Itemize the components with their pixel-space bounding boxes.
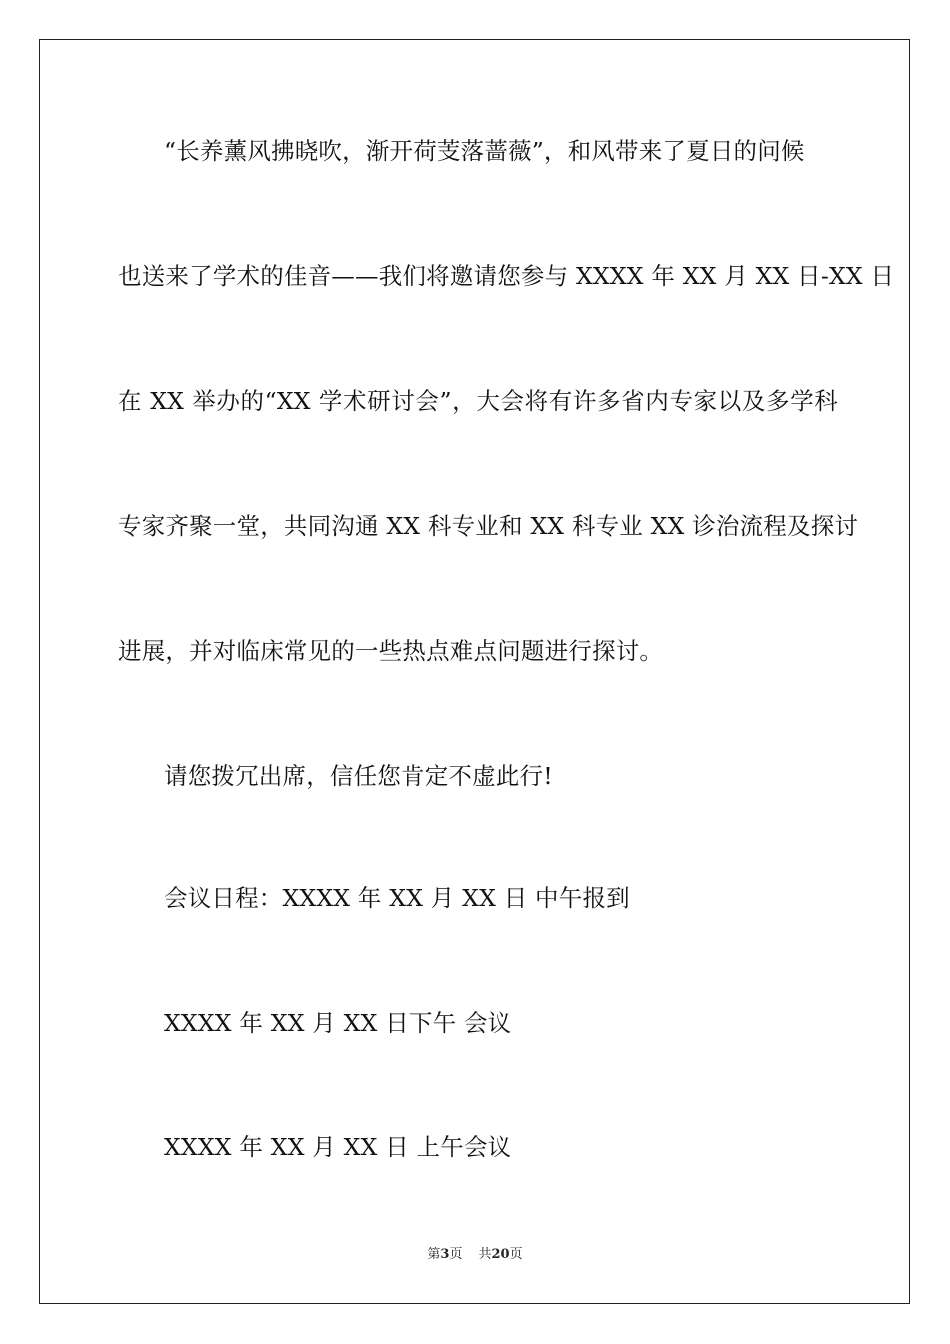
page-suffix: 页 [449, 1247, 463, 1262]
paragraph-line-3: 在 XX 举办的“XX 学术研讨会”，大会将有许多省内专家以及多学科 [118, 387, 838, 415]
page-footer [0, 1247, 950, 1263]
page-number: 3 [440, 1247, 450, 1262]
total-pages: 20 [491, 1247, 510, 1262]
invitation-line: 请您拨冗出席，信任您肯定不虚此行! [164, 762, 553, 790]
schedule-line-2: XXXX 年 XX 月 XX 日下午 会议 [164, 1009, 512, 1037]
total-suffix: 页 [509, 1247, 523, 1262]
schedule-line-3: XXXX 年 XX 月 XX 日 上午会议 [164, 1133, 512, 1161]
page-prefix: 第 [427, 1247, 441, 1262]
paragraph-line-4: 专家齐聚一堂，共同沟通 XX 科专业和 XX 科专业 XX 诊治流程及探讨 [118, 512, 859, 540]
total-prefix: 共 [478, 1247, 492, 1262]
schedule-line-1: 会议日程：XXXX 年 XX 月 XX 日 中午报到 [164, 884, 630, 912]
paragraph-line-5: 进展，并对临床常见的一些热点难点问题进行探讨。 [118, 637, 664, 665]
paragraph-line-2: 也送来了学术的佳音——我们将邀请您参与 XXXX 年 XX 月 XX 日-XX 日 [118, 262, 895, 290]
page-border [39, 39, 910, 1304]
paragraph-line-1: “长养薰风拂晓吹，渐开荷芰落蔷薇”，和风带来了夏日的问候 [164, 137, 805, 165]
